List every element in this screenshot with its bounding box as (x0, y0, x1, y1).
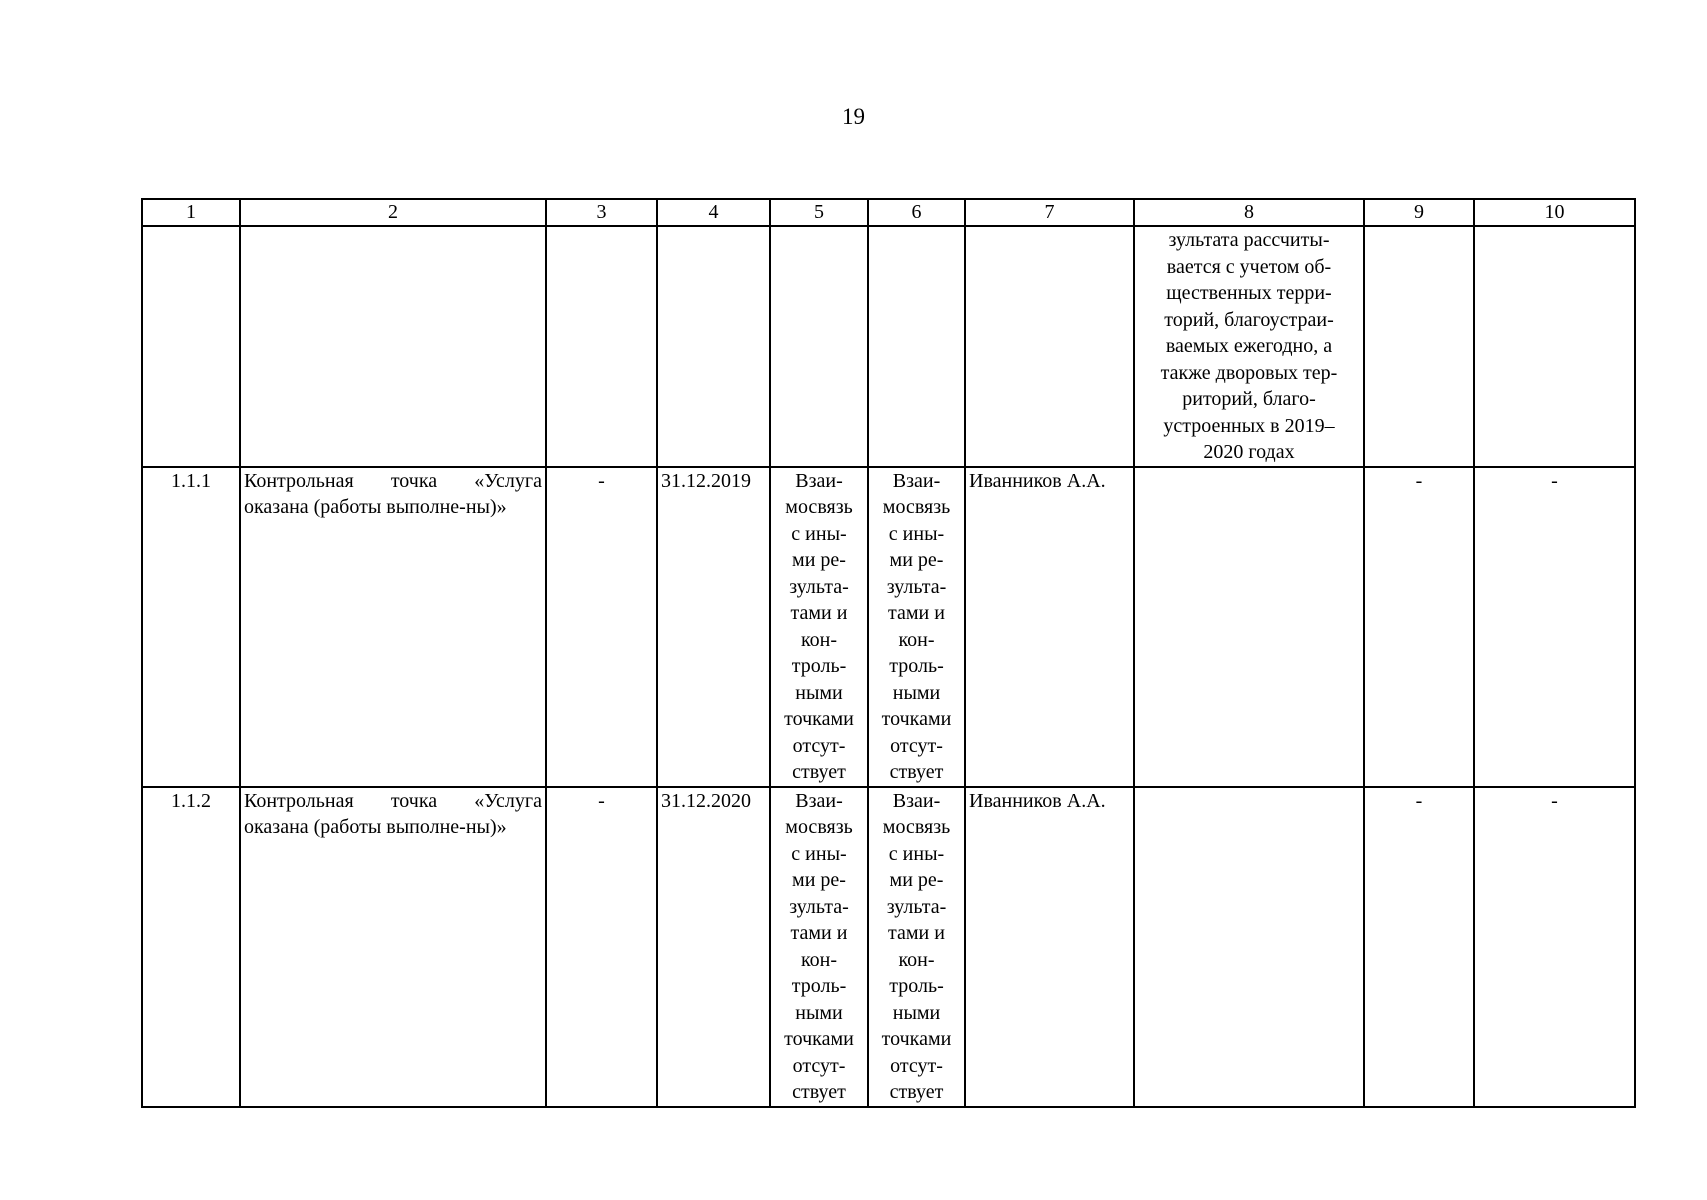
header-cell-3: 3 (546, 199, 657, 226)
row-date: 31.12.2020 (657, 787, 770, 1107)
header-row (142, 199, 1635, 226)
header-cell-7: 7 (965, 199, 1134, 226)
header-cell-8: 8 (1134, 199, 1364, 226)
continuation-row (142, 226, 1635, 467)
cont-cell-8-description: зультата рассчиты- вается с учетом об- щественных терри- торий, благоустраи- ваемых ежегодно, а также дворовых тер- риторий, благо- устроенных в 2019– 2020 годах (1134, 226, 1364, 467)
table-row (142, 467, 1635, 787)
row-col6: Взаи- мосвязь с ины- ми ре- зульта- тами и кон- троль- ными точками отсут- ствует (868, 467, 965, 787)
row-title: Контрольная точка «Услуга оказана (работы выполне-ны)» (240, 467, 546, 787)
header-cell-2: 2 (240, 199, 546, 226)
row-responsible: Иванников А.А. (965, 787, 1134, 1107)
row-col5: Взаи- мосвязь с ины- ми ре- зульта- тами и кон- троль- ными точками отсут- ствует (770, 787, 868, 1107)
row-number: 1.1.2 (142, 787, 240, 1107)
row-col3: - (546, 467, 657, 787)
cont-cell-9 (1364, 226, 1474, 467)
header-cell-1: 1 (142, 199, 240, 226)
cont-cell-7 (965, 226, 1134, 467)
cont-cell-3 (546, 226, 657, 467)
cont-cell-10 (1474, 226, 1635, 467)
row-title: Контрольная точка «Услуга оказана (работы выполне-ны)» (240, 787, 546, 1107)
cont-cell-4 (657, 226, 770, 467)
row-col9: - (1364, 467, 1474, 787)
header-cell-6: 6 (868, 199, 965, 226)
row-col10: - (1474, 787, 1635, 1107)
header-cell-5: 5 (770, 199, 868, 226)
row-col8 (1134, 787, 1364, 1107)
header-cell-9: 9 (1364, 199, 1474, 226)
table-row (142, 787, 1635, 1107)
cont-cell-5 (770, 226, 868, 467)
row-col5: Взаи- мосвязь с ины- ми ре- зульта- тами и кон- троль- ными точками отсут- ствует (770, 467, 868, 787)
row-col10: - (1474, 467, 1635, 787)
header-cell-10: 10 (1474, 199, 1635, 226)
row-col3: - (546, 787, 657, 1107)
page-number: 19 (842, 104, 865, 129)
cont-cell-2 (240, 226, 546, 467)
row-responsible: Иванников А.А. (965, 467, 1134, 787)
cont-cell-6 (868, 226, 965, 467)
row-col8 (1134, 467, 1364, 787)
plan-table (141, 198, 1636, 1108)
row-col6: Взаи- мосвязь с ины- ми ре- зульта- тами и кон- троль- ными точками отсут- ствует (868, 787, 965, 1107)
header-cell-4: 4 (657, 199, 770, 226)
row-col9: - (1364, 787, 1474, 1107)
cont-cell-1 (142, 226, 240, 467)
row-date: 31.12.2019 (657, 467, 770, 787)
row-number: 1.1.1 (142, 467, 240, 787)
